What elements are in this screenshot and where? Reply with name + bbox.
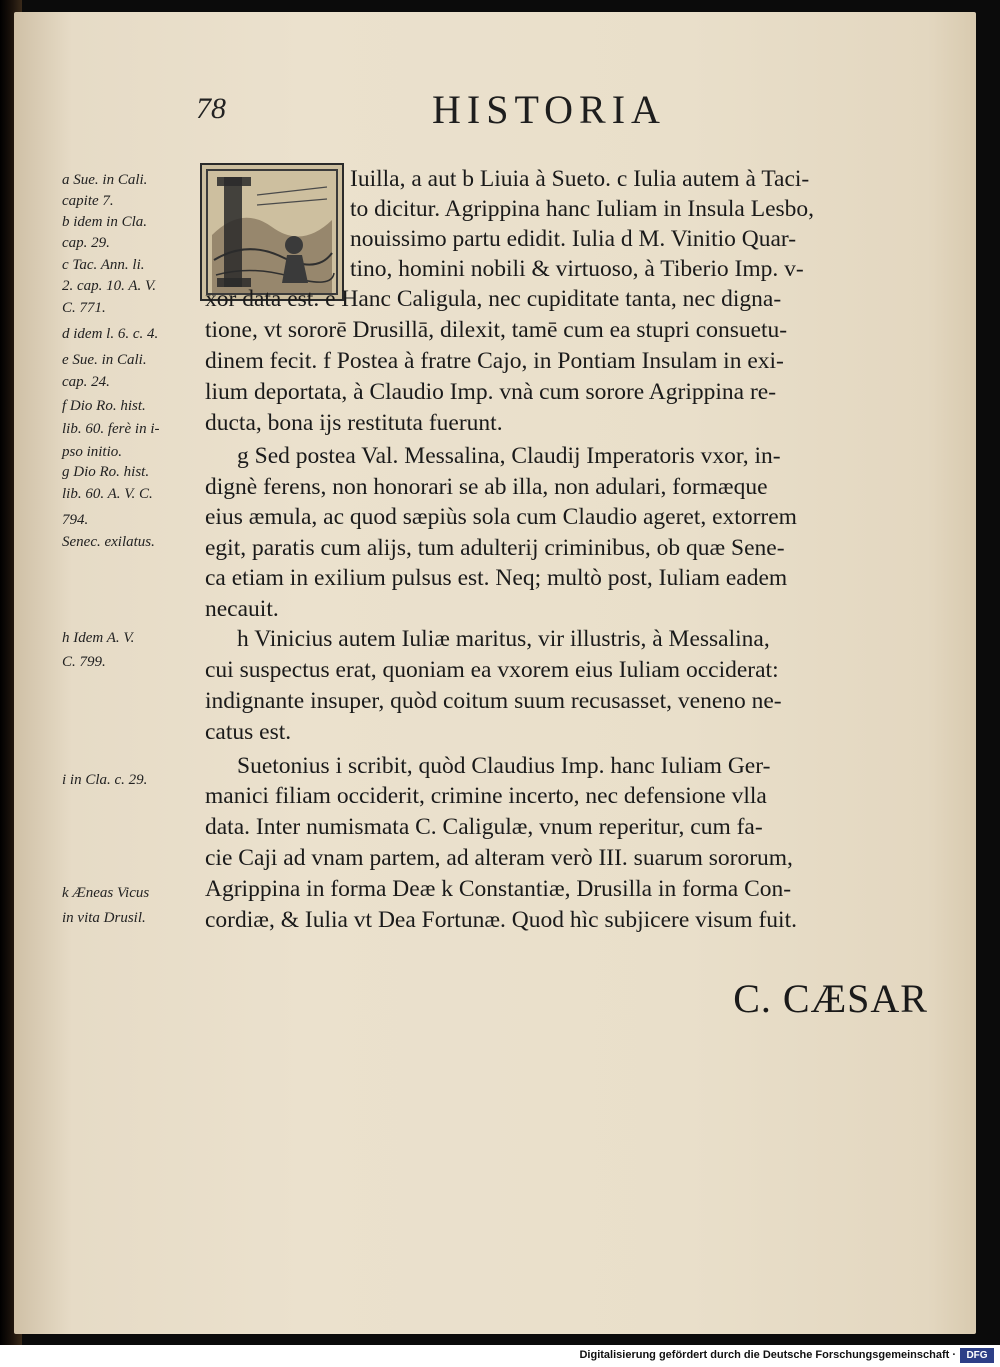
margin-note: pso initio. (62, 444, 123, 460)
margin-note: k Æneas Vicus (62, 885, 150, 901)
margin-note: capite 7. (62, 193, 114, 209)
decorated-initial-woodcut (200, 163, 344, 301)
text-line: manici filiam occiderit, crimine incerto, nec defensione vlla (205, 783, 767, 809)
text-line: to dicitur. Agrippina hanc Iuliam in Insula Lesbo, (350, 196, 815, 222)
margin-note: cap. 29. (62, 235, 110, 251)
text-line: Agrippina in forma Deæ k Constantiæ, Drusilla in forma Con- (205, 876, 792, 902)
text-line: nouissimo partu edidit. Iulia d M. Vinitio Quar- (350, 226, 797, 252)
text-line: tione, vt sororē Drusillā, dilexit, tamē cum ea stupri consuetu- (205, 317, 788, 343)
margin-note: lib. 60. A. V. C. (62, 486, 153, 502)
text-line: necauit. (205, 596, 279, 622)
text-line: egit, paratis cum alijs, tum adulterij criminibus, ob quæ Sene- (205, 535, 785, 561)
margin-note: f Dio Ro. hist. (62, 398, 146, 414)
margin-note: b idem in Cla. (62, 214, 147, 230)
text-line: data. Inter numismata C. Caligulæ, vnum reperitur, cum fa- (205, 814, 763, 840)
margin-note: 794. (62, 512, 89, 528)
catchword: C. CÆSAR (733, 976, 928, 1021)
digitization-footer (0, 1345, 1000, 1367)
text-line: cordiæ, & Iulia vt Dea Fortunæ. Quod hìc subjicere visum fuit. (205, 907, 797, 933)
text-line: cui suspectus erat, quoniam ea vxorem eius Iuliam occiderat: (205, 657, 779, 683)
margin-note: cap. 24. (62, 374, 110, 390)
text-line: cie Caji ad vnam partem, ad alteram verò III. suarum sororum, (205, 845, 793, 871)
text-line: Iuilla, a aut b Liuia à Sueto. c Iulia autem à Taci- (350, 166, 810, 192)
margin-note: 2. cap. 10. A. V. (62, 278, 157, 294)
text-line: ca etiam in exilium pulsus est. Neq; multò post, Iuliam eadem (205, 565, 788, 591)
margin-note: lib. 60. ferè in i- (62, 421, 160, 437)
margin-note: in vita Drusil. (62, 910, 146, 926)
margin-note: g Dio Ro. hist. (62, 464, 150, 480)
margin-note: a Sue. in Cali. (62, 172, 148, 188)
margin-note: d idem l. 6. c. 4. (62, 326, 159, 342)
text-line: Suetonius i scribit, quòd Claudius Imp. hanc Iuliam Ger- (237, 753, 771, 779)
margin-note: C. 799. (62, 654, 106, 670)
text-line: ducta, bona ijs restituta fuerunt. (205, 410, 503, 436)
woodcut-illustration (202, 165, 342, 299)
page-number: 78 (196, 92, 226, 125)
text-line: eius æmula, ac quod sæpiùs sola cum Claudio ageret, extorrem (205, 504, 797, 530)
margin-note: i in Cla. c. 29. (62, 772, 148, 788)
text-line: lium deportata, à Claudio Imp. vnà cum sorore Agrippina re- (205, 379, 777, 405)
text-line: indignante insuper, quòd coitum suum recusasset, veneno ne- (205, 688, 782, 714)
footer-credit: Digitalisierung gefördert durch die Deutsche Forschungsgemeinschaft · (579, 1349, 956, 1361)
text-line: dinem fecit. f Postea à fratre Cajo, in Pontiam Insulam in exi- (205, 348, 784, 374)
margin-note: Senec. exilatus. (62, 534, 155, 550)
text-line: tino, homini nobili & virtuoso, à Tiberio Imp. v- (350, 256, 804, 282)
text-line: dignè ferens, non honorari se ab illa, non adulari, formæque (205, 474, 768, 500)
margin-note: c Tac. Ann. li. (62, 257, 145, 273)
margin-note: C. 771. (62, 300, 106, 316)
text-line: g Sed postea Val. Messalina, Claudij Imperatoris vxor, in- (237, 443, 781, 469)
text-line: h Vinicius autem Iuliæ maritus, vir illustris, à Messalina, (237, 626, 770, 652)
margin-note: h Idem A. V. (62, 630, 135, 646)
margin-note: e Sue. in Cali. (62, 352, 147, 368)
running-head: HISTORIA (432, 87, 666, 132)
dfg-logo: DFG (960, 1348, 994, 1363)
text-line: xor data est. e Hanc Caligula, nec cupiditate tanta, nec digna- (205, 286, 782, 312)
text-line: catus est. (205, 719, 292, 745)
